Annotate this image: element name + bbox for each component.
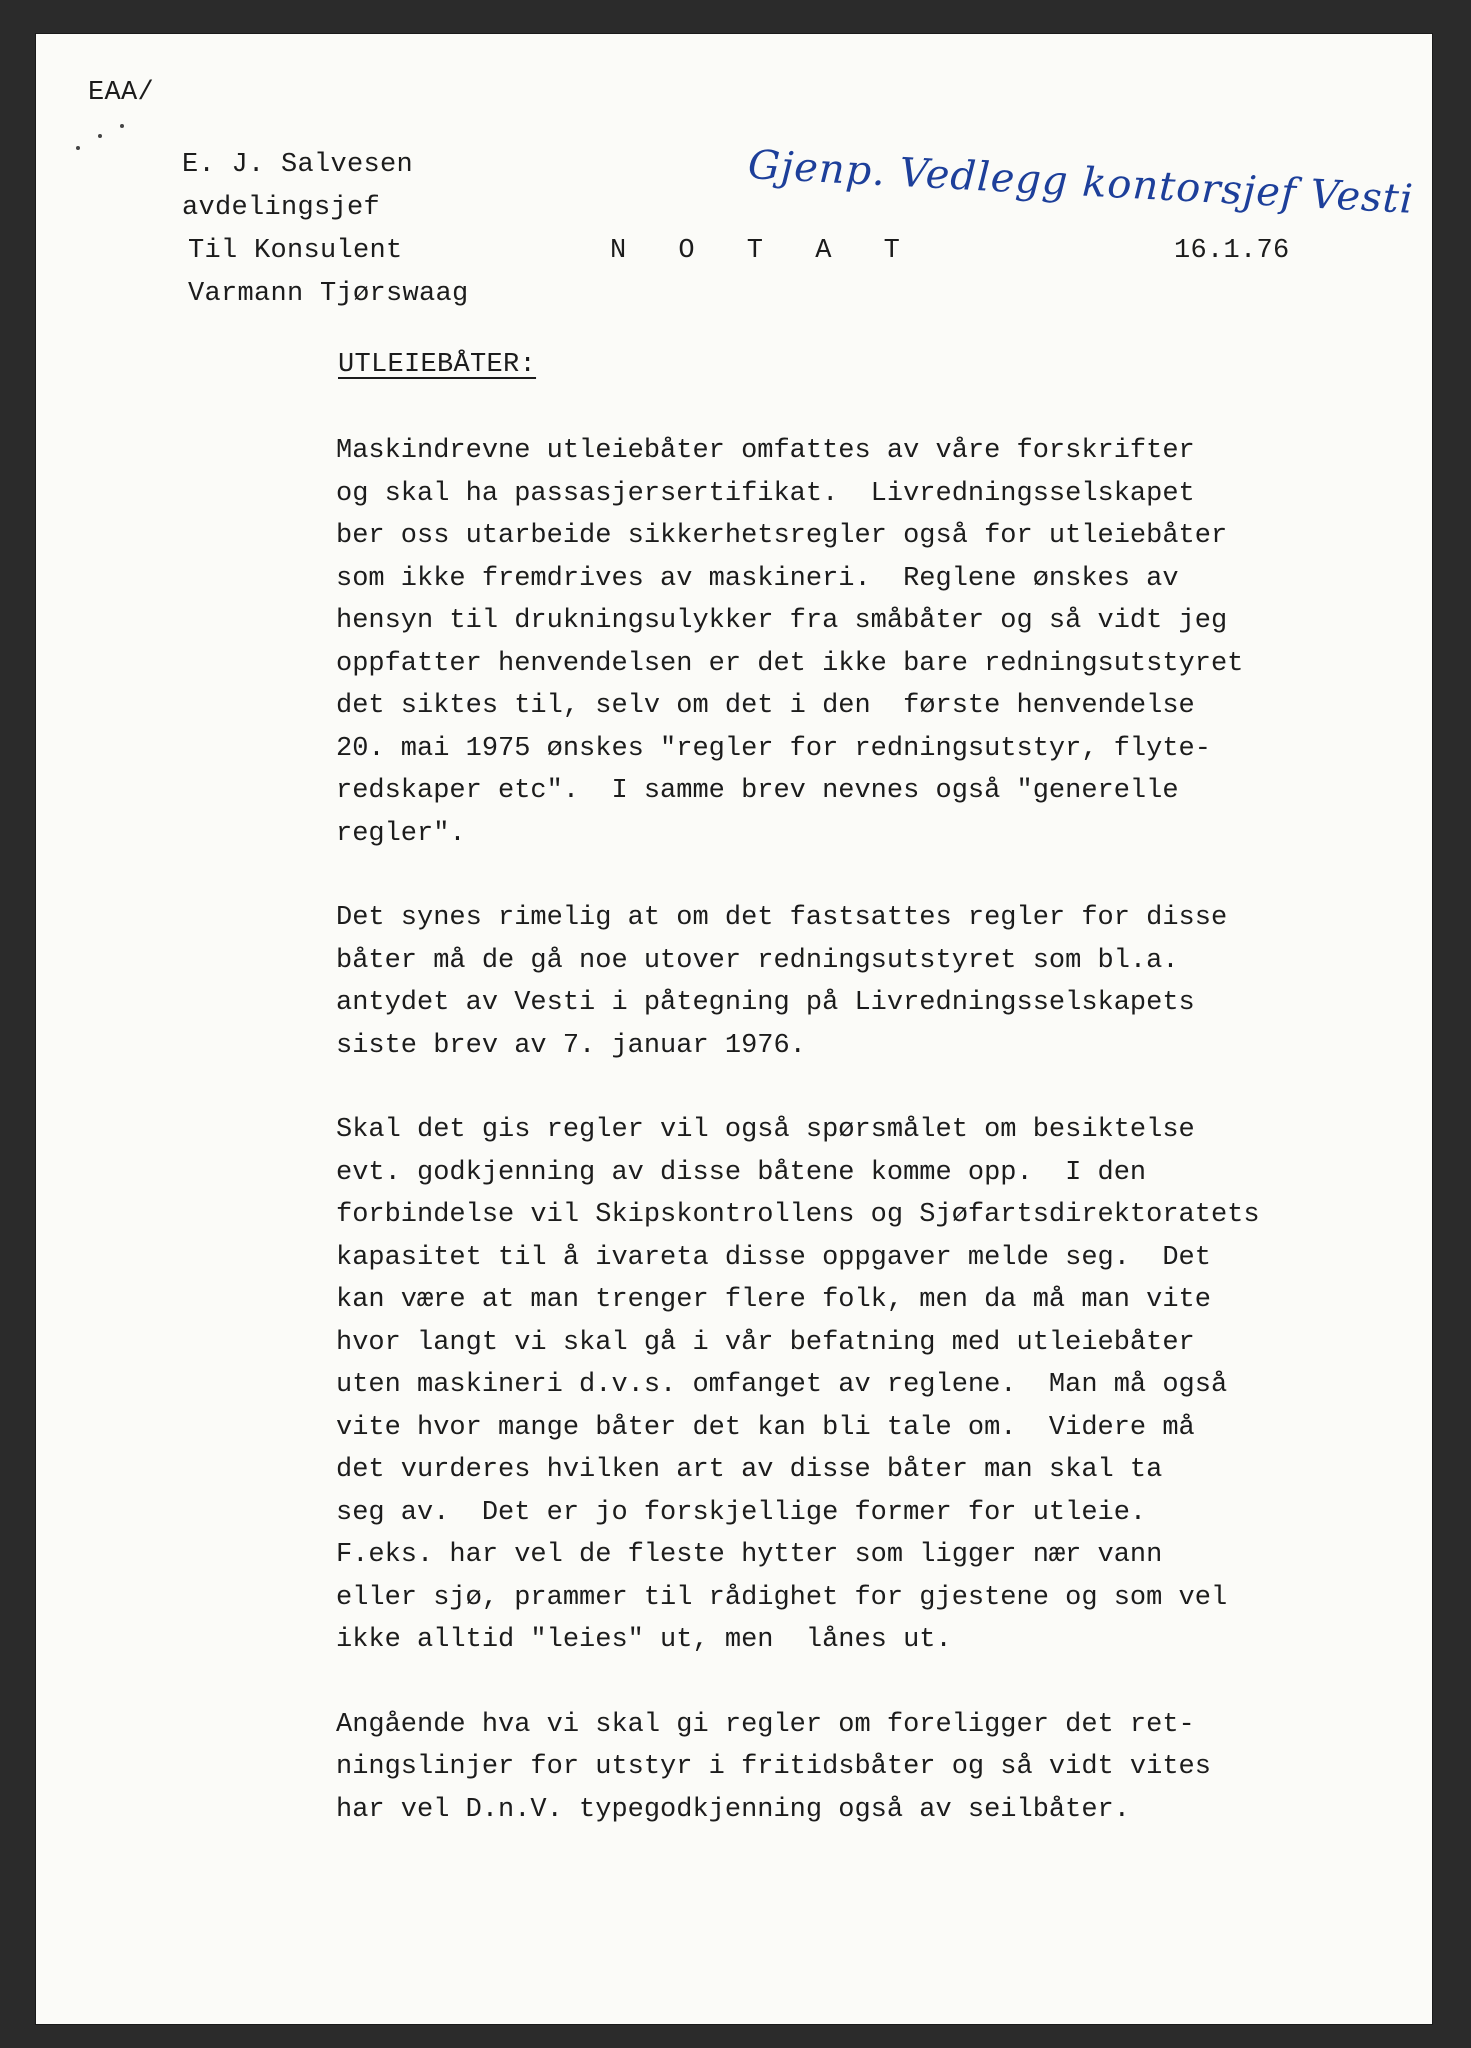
paragraph-line: har vel D.n.V. typegodkjenning også av seilbåter.	[336, 1794, 1130, 1825]
handwritten-annotation: Gjenp. Vedlegg kontorsjef Vesti	[746, 142, 1415, 223]
memo-body	[336, 430, 1396, 1873]
paragraph-line: hensyn til drukningsulykker fra småbåter og så vidt jeg	[336, 606, 1228, 636]
paragraph-line: ikke alltid "leies" ut, men lånes ut.	[336, 1625, 952, 1655]
paragraph-line: Maskindrevne utleiebåter omfattes av våre forskrifter	[336, 436, 1195, 466]
paragraph-line: vite hvor mange båter det kan bli tale om. Videre må	[336, 1412, 1195, 1443]
body-paragraph	[336, 897, 1396, 1067]
ink-speck	[120, 124, 124, 128]
memo-heading: UTLEIEBÅTER:	[338, 350, 537, 380]
document-page	[36, 34, 1432, 2024]
body-paragraph	[336, 1109, 1396, 1662]
paragraph-line: ningslinjer for utstyr i fritidsbåter og så vidt vites	[336, 1752, 1211, 1782]
sender-title: avdelingsjef	[182, 192, 381, 223]
paragraph-line: F.eks. har vel de fleste hytter som ligger nær vann	[336, 1540, 1163, 1570]
paragraph-line: regler".	[336, 818, 466, 849]
paragraph-line: ber oss utarbeide sikkerhetsregler også for utleiebåter	[336, 521, 1228, 551]
paragraph-line: oppfatter henvendelsen er det ikke bare redningsutstyret	[336, 648, 1244, 679]
paragraph-line: Det synes rimelig at om det fastsattes regler for disse	[336, 903, 1228, 933]
reference-code: EAA/	[88, 78, 155, 108]
document-date: 16.1.76	[1174, 236, 1290, 266]
sender-block	[182, 144, 413, 229]
paragraph-line: båter må de gå noe utover redningsutstyret som bl.a.	[336, 945, 1179, 976]
paragraph-line: siste brev av 7. januar 1976.	[336, 1030, 806, 1061]
paragraph-line: kan være at man trenger flere folk, men da må man vite	[336, 1285, 1211, 1315]
recipient-line-2: Varmann Tjørswaag	[188, 278, 469, 309]
paragraph-line: det vurderes hvilken art av disse båter man skal ta	[336, 1455, 1163, 1485]
paragraph-line: evt. godkjenning av disse båtene komme opp. I den	[336, 1157, 1147, 1188]
recipient-block	[188, 230, 469, 315]
paragraph-line: og skal ha passasjersertifikat. Livredningsselskapet	[336, 478, 1195, 509]
paragraph-line: forbindelse vil Skipskontrollens og Sjøfartsdirektoratets	[336, 1200, 1260, 1230]
ink-speck	[98, 134, 102, 138]
sender-name: E. J. Salvesen	[182, 150, 414, 180]
paragraph-line: hvor langt vi skal gå i vår befatning med utleiebåter	[336, 1327, 1195, 1358]
document-type: N O T A T	[610, 236, 918, 266]
paragraph-line: seg av. Det er jo forskjellige former for utleie.	[336, 1497, 1147, 1528]
recipient-line-1: Til Konsulent	[188, 236, 403, 266]
paragraph-line: antydet av Vesti i påtegning på Livredningsselskapets	[336, 988, 1195, 1018]
body-paragraph	[336, 430, 1396, 855]
paragraph-line: kapasitet til å ivareta disse oppgaver melde seg. Det	[336, 1242, 1211, 1273]
paragraph-line: Skal det gis regler vil også spørsmålet om besiktelse	[336, 1115, 1195, 1145]
paragraph-line: det siktes til, selv om det i den første henvendelse	[336, 691, 1195, 721]
paragraph-line: 20. mai 1975 ønskes "regler for redningsutstyr, flyte-	[336, 733, 1211, 764]
paragraph-line: redskaper etc". I samme brev nevnes også "generelle	[336, 776, 1179, 806]
ink-speck	[76, 146, 80, 150]
paragraph-line: som ikke fremdrives av maskineri. Reglene ønskes av	[336, 563, 1179, 594]
body-paragraph	[336, 1704, 1396, 1832]
paragraph-line: Angående hva vi skal gi regler om foreligger det ret-	[336, 1709, 1195, 1740]
paragraph-line: eller sjø, prammer til rådighet for gjestene og som vel	[336, 1582, 1228, 1613]
paragraph-line: uten maskineri d.v.s. omfanget av reglene. Man må også	[336, 1370, 1228, 1400]
